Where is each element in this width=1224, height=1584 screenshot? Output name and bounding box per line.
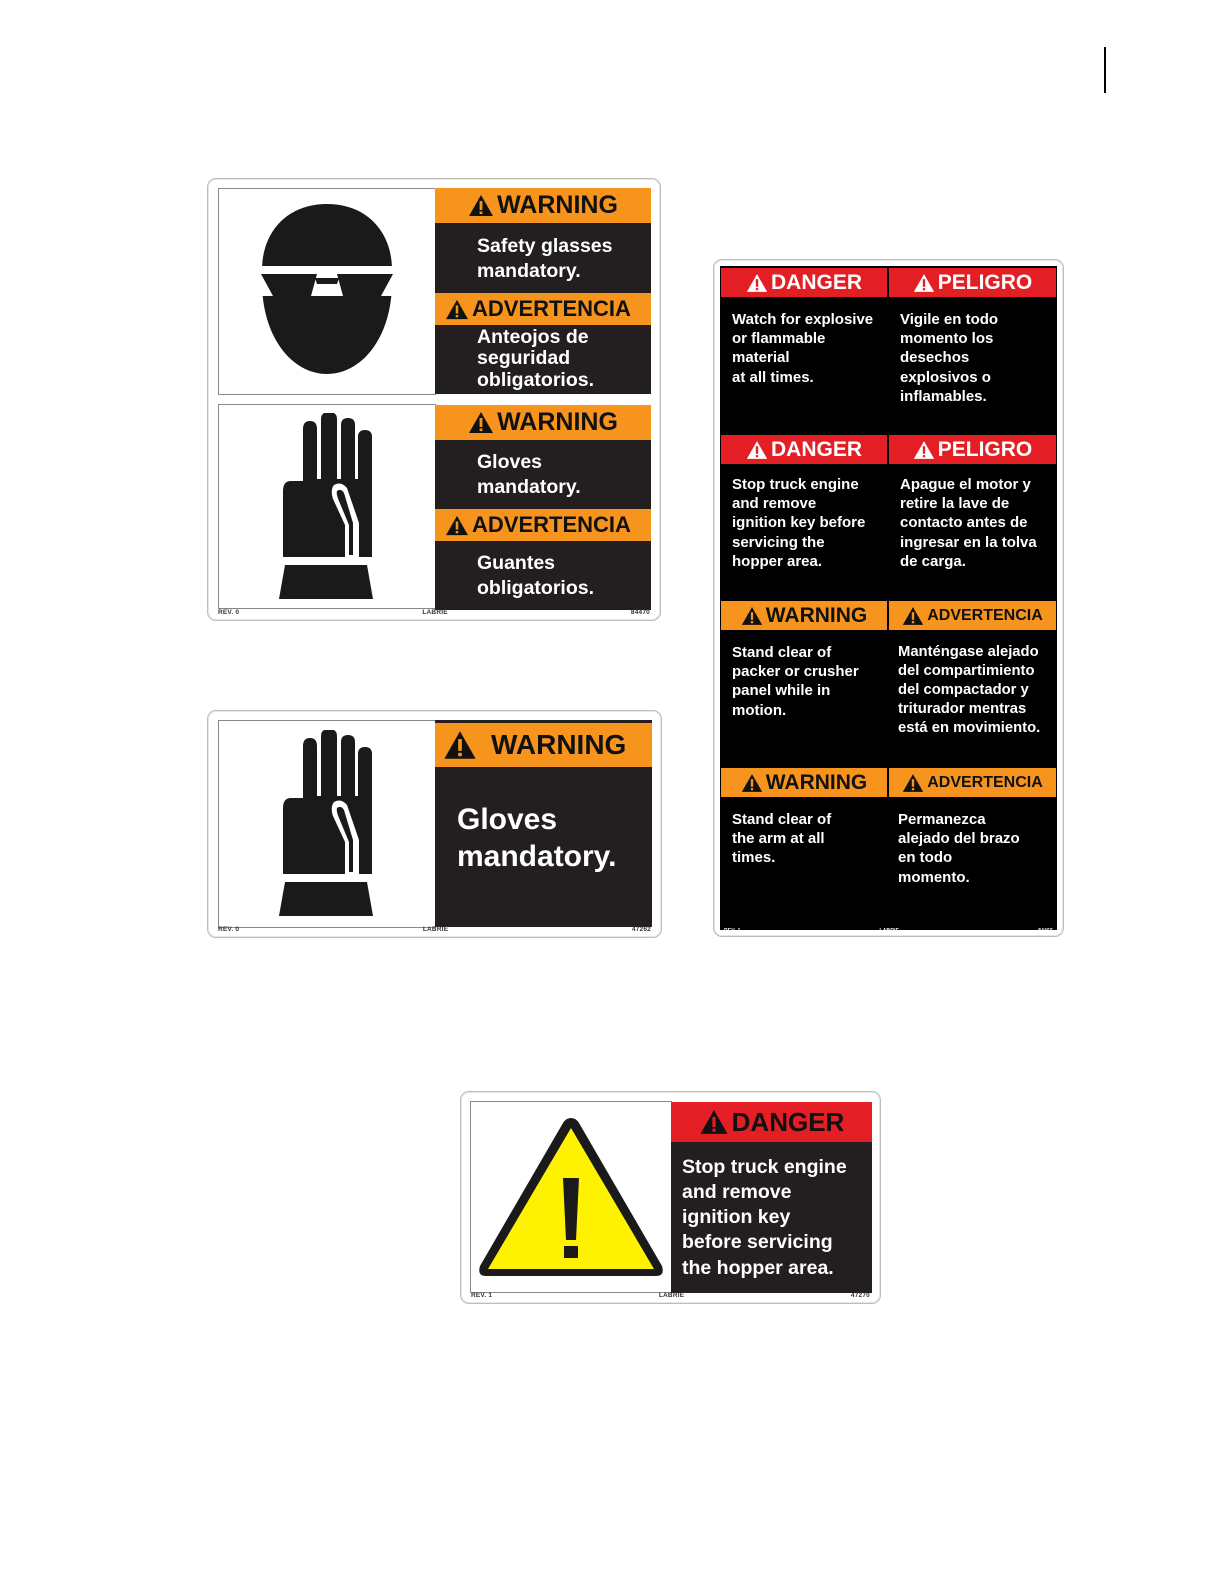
warning-message: Gloves mandatory.	[457, 803, 617, 873]
label-footer	[218, 926, 651, 936]
advertencia-message: Manténgase alejado del compartimiento del compactador y triturador mentras está en movimiento.	[898, 644, 1041, 736]
warning-triangle-icon	[445, 515, 469, 536]
advertencia-title: ADVERTENCIA	[927, 606, 1043, 624]
warning-message: Stand clear of the arm at all times.	[732, 811, 832, 867]
pictogram-box-gloves	[218, 404, 436, 609]
warning-header	[435, 723, 652, 767]
warning-triangle-icon	[741, 773, 763, 793]
part-number: 84466	[1038, 928, 1053, 934]
warning-cell-en	[721, 768, 887, 929]
pictogram-box-glasses	[218, 188, 436, 395]
caution-triangle-icon	[476, 1114, 666, 1280]
warning-triangle-icon	[902, 606, 924, 626]
warning-message: Gloves mandatory.	[477, 451, 581, 498]
danger-cell-en	[721, 268, 887, 426]
glove-icon	[279, 413, 375, 601]
advertencia-cell-es	[889, 601, 1056, 761]
warning-title: WARNING	[497, 191, 618, 219]
warning-panel-gloves	[435, 405, 651, 610]
safety-label-glasses-gloves	[207, 178, 661, 621]
danger-title: DANGER	[770, 437, 862, 461]
peligro-title: PELIGRO	[937, 270, 1033, 294]
part-number: 47262	[631, 926, 651, 933]
advertencia-header	[435, 509, 651, 541]
warning-triangle-icon	[443, 730, 477, 760]
danger-title: DANGER	[770, 270, 862, 294]
advertencia-message: Permanezca alejado del brazo en todo momento.	[898, 811, 1020, 886]
part-number: 47270	[850, 1292, 870, 1299]
warning-triangle-icon	[468, 411, 494, 434]
danger-message: Stop truck engine and remove ignition key before servicing the hopper area.	[732, 476, 866, 570]
warning-triangle-icon	[902, 773, 924, 793]
warning-header	[435, 405, 651, 440]
safety-label-grid	[713, 259, 1064, 937]
danger-message: Stop truck engine and remove ignition key before servicing the hopper area.	[682, 1156, 847, 1279]
warning-triangle-icon	[741, 606, 763, 626]
peligro-cell-es	[889, 268, 1056, 426]
warning-cell-en	[721, 601, 887, 761]
label-footer	[471, 1292, 870, 1302]
advertencia-message: Guantes obligatorios.	[477, 552, 594, 599]
warning-header	[721, 601, 887, 630]
safety-label-danger	[460, 1091, 881, 1304]
warning-triangle-icon	[445, 299, 469, 320]
brand-name: LABRIE	[879, 928, 900, 934]
warning-header	[435, 188, 651, 223]
warning-title: WARNING	[765, 603, 868, 627]
safety-label-gloves	[207, 710, 662, 938]
brand-name: LABRIE	[658, 1292, 685, 1299]
label-footer	[218, 609, 650, 619]
advertencia-header	[889, 768, 1056, 797]
advertencia-title: ADVERTENCIA	[927, 773, 1043, 791]
revision-number: REV. 0	[218, 609, 240, 616]
danger-title: DANGER	[731, 1106, 845, 1137]
safety-glasses-face-icon	[257, 202, 397, 382]
advertencia-title: ADVERTENCIA	[472, 296, 631, 321]
advertencia-cell-es	[889, 768, 1056, 929]
danger-header	[671, 1102, 872, 1142]
warning-triangle-icon	[468, 194, 494, 217]
warning-panel	[435, 720, 652, 927]
peligro-cell-es	[889, 435, 1056, 593]
danger-triangle-icon	[913, 440, 935, 460]
brand-name: LABRIE	[422, 926, 449, 933]
danger-header	[721, 268, 887, 297]
advertencia-title: ADVERTENCIA	[472, 512, 631, 537]
glove-icon	[279, 730, 375, 918]
warning-title: WARNING	[497, 408, 618, 436]
peligro-title: PELIGRO	[937, 437, 1033, 461]
peligro-message: Vigile en todo momento los desechos explosivos o inflamables.	[900, 311, 999, 405]
pictogram-box-gloves	[218, 720, 436, 928]
page-margin-rule	[1104, 47, 1106, 93]
warning-panel-glasses	[435, 188, 651, 394]
danger-panel	[671, 1102, 872, 1293]
revision-number: REV. 0	[218, 926, 240, 933]
danger-message: Watch for explosive or flammable material at all times.	[732, 311, 874, 386]
warning-title: WARNING	[765, 770, 868, 794]
advertencia-message: Anteojos de seguridad obligatorios.	[477, 326, 594, 391]
brand-name: LABRIE	[422, 609, 448, 616]
danger-triangle-icon	[699, 1109, 729, 1135]
revision-number: REV. 1	[724, 928, 741, 934]
advertencia-header	[889, 601, 1056, 630]
part-number: 84470	[630, 609, 650, 616]
advertencia-header	[435, 293, 651, 325]
pictogram-box-caution	[470, 1101, 672, 1293]
peligro-header	[889, 435, 1056, 464]
peligro-message: Apague el motor y retire la lave de contacto antes de ingresar en la tolva de carga.	[900, 476, 1037, 570]
peligro-header	[889, 268, 1056, 297]
revision-number: REV. 1	[471, 1292, 493, 1299]
danger-cell-en	[721, 435, 887, 593]
danger-triangle-icon	[913, 273, 935, 293]
label-footer	[724, 928, 1053, 938]
warning-message: Safety glasses mandatory.	[477, 235, 613, 282]
warning-message: Stand clear of packer or crusher panel while in motion.	[732, 644, 859, 719]
danger-header	[721, 435, 887, 464]
danger-triangle-icon	[746, 273, 768, 293]
danger-triangle-icon	[746, 440, 768, 460]
warning-title: WARNING	[491, 729, 627, 760]
warning-header	[721, 768, 887, 797]
